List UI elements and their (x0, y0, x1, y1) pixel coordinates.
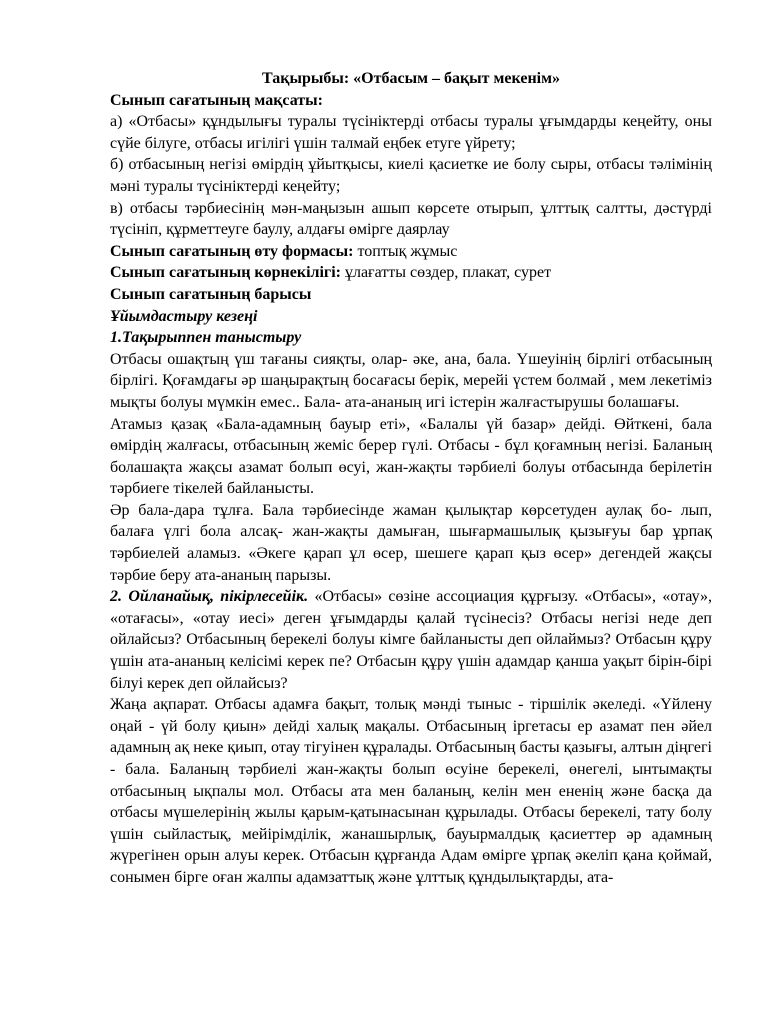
paragraph-4-text: «Отбасы» сөзіне ассоциация құрғызу. «Отбасы», «отау», «отағасы», «отау иесі» деген ұғымдарды қалай түсінесіз? Отбасы негізі неде деп ойлайсыз? Отбасының берекелі болуы кімге байланысты деп ойлаймыз? Отбасын құру үшін ата-ананың келісімі керек пе? Отбасын құру үшін адамдар қанша уақыт бірін-бірі білуі керек деп ойлайсыз? (110, 588, 712, 692)
org-stage-heading: Ұйымдастыру кезеңі (110, 307, 258, 325)
goals-heading: Сынып сағатының мақсаты: (110, 91, 323, 109)
section1-heading: 1.Тақырыппен таныстыру (110, 329, 302, 347)
document-page (110, 68, 712, 889)
goal-b: б) отбасының негізі өмірдің ұйытқысы, киелі қасиетке ие болу сыры, отбасы тәлімінің мәні туралы түсініктерді кеңейту; (110, 156, 712, 195)
section2-heading: 2. Ойланайық, пікірлесейік. (110, 588, 309, 606)
paragraph-1: Отбасы ошақтың үш тағаны сияқты, олар- әке, ана, бала. Үшеуінің бірлігі отбасының бірлігі. Қоғамдағы әр шаңырақтың босағасы берік, мерейі үстем болмай , мем лекетіміз мықты болуы мүмкін емес.. Бала- ата-ананың игі істерін жалғастырушы болашағы. (110, 350, 712, 411)
form-value: топтық жұмыс (353, 242, 458, 260)
goal-a: а) «Отбасы» құндылығы туралы түсініктерді отбасы туралы ұғымдарды кеңейту, оны сүйе білуге, отбасы игілігі үшін талмай еңбек етуге үйрету; (110, 113, 712, 152)
paragraph-2: Атамыз қазақ «Бала-адамның бауыр еті», «Балалы үй базар» дейді. Өйткені, бала өмірдің жалғасы, отбасының жеміс берер гүлі. Отбасы - бұл қоғамның негізі. Баланың болашақта жақсы азамат болып өсуі, жан-жақты тәрбиелі болуы отбасында берілетін тәрбиеге тікелей байланысты. (110, 415, 712, 498)
visual-line (110, 262, 712, 284)
goal-c: в) отбасы тәрбиесінің мән-маңызын ашып көрсете отырып, ұлттық салтты, дәстүрді түсініп, құрметтеуге баулу, алдағы өмірге даярлау (110, 199, 712, 239)
document-title: Тақырыбы: «Отбасым – бақыт мекенім» (261, 70, 561, 87)
paragraph-5: Жаңа ақпарат. Отбасы адамға бақыт, толық мәнді тыныс - тіршілік әкеледі. «Үйлену оңай - үй болу қиын» дейді халық мақалы. Отбасының іргетасы ер азамат пен әйел адамның ақ неке қиып, отау тігуінен құралады. Отбасының басты қазығы, алтын діңгегі - бала. Баланың тәрбиелі жан-жақты болып өсуіне берекелі, өнегелі, ынтымақты отбасының ықпалы мол. Отбасы ата мен баланың, келін мен ененің және басқа да отбасы мүшелерінің жылы қарым-қатынасынан құрылады. Отбасы берекелі, тату болу үшін сыйластық, мейірімділік, жанашырлық, бауырмалдық қасиеттер әр адамның жүрегінен орын алуы керек. Отбасын құрғанда Адам өмірге ұрпақ әкеліп қана қоймай, сонымен бірге оған жалпы адамзаттық және ұлттық құндылықтарды, ата- (110, 696, 712, 886)
visual-value: ұлағатты сөздер, плакат, сурет (340, 264, 552, 282)
visual-label: Сынып сағатының көрнекілігі: (110, 264, 341, 282)
progress-heading: Сынып сағатының барысы (110, 285, 312, 303)
form-line (110, 241, 712, 263)
paragraph-3: Әр бала-дара тұлға. Бала тәрбиесінде жаман қылықтар көрсетуден аулақ бо- лып, балаға үлгі бола алсақ- жан-жақты дамыған, шығармашылық қызығуы бар ұрпақ тәрбиелей аламыз. «Әкеге қарап ұл өсер, шешеге қарап қыз өсер» дегендей жақсы тәрбие беру ата-ананың парызы. (110, 501, 712, 584)
form-label: Сынып сағатының өту формасы: (110, 242, 354, 260)
paragraph-4 (110, 586, 712, 694)
